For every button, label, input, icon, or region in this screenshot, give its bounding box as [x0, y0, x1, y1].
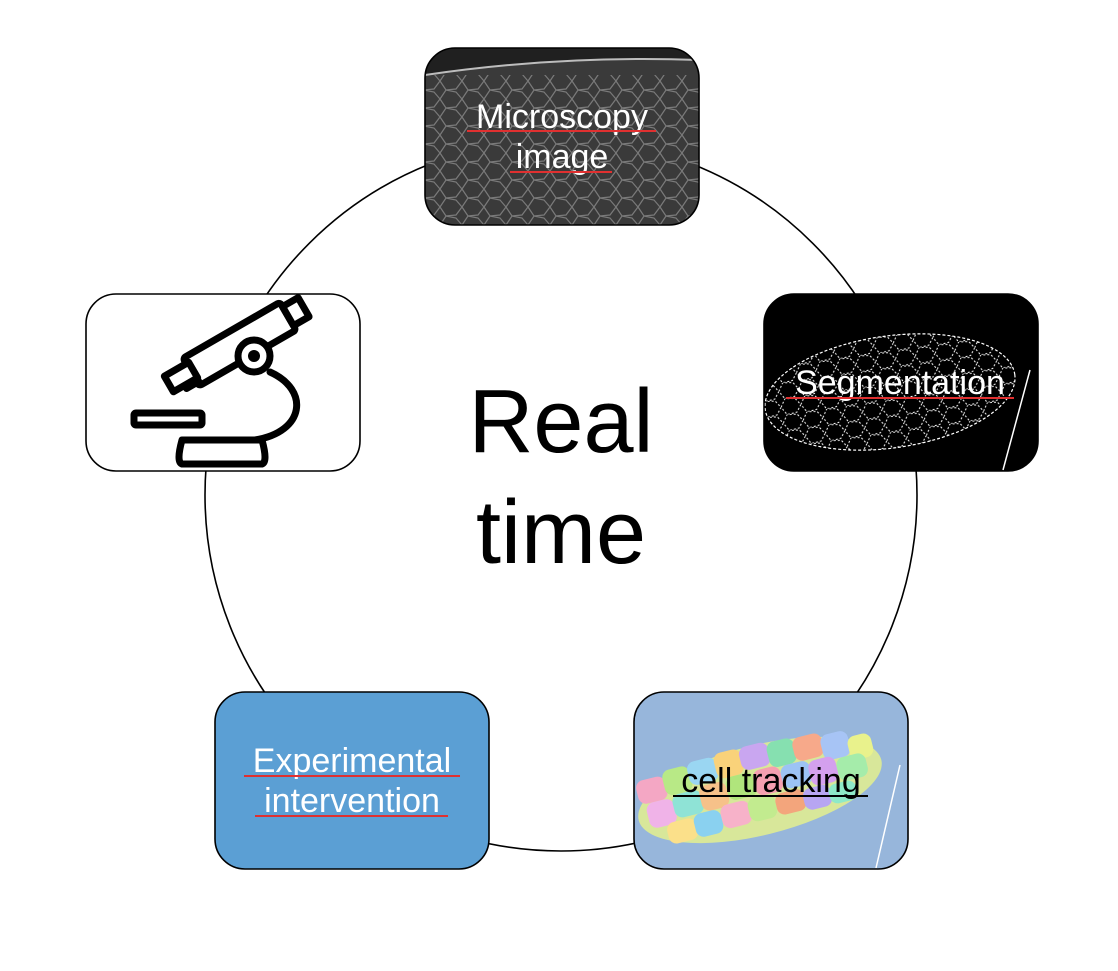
node-segmentation[interactable] — [757, 294, 1038, 471]
center-label-line2: time — [475, 483, 647, 583]
tracking-label: cell tracking — [681, 762, 861, 800]
center-label-line1: Real — [468, 372, 654, 472]
microscopy-label-line1: Microscopy — [476, 98, 648, 136]
intervention-label-line1: Experimental — [252, 742, 452, 780]
node-experimental-intervention[interactable] — [215, 692, 489, 869]
node-microscopy-image[interactable] — [425, 48, 699, 225]
segmentation-label: Segmentation — [795, 364, 1005, 402]
intervention-label-line2: intervention — [264, 782, 440, 820]
microscopy-label-line2: image — [515, 138, 609, 176]
node-cell-tracking[interactable] — [628, 692, 908, 869]
node-microscope[interactable] — [86, 293, 360, 471]
